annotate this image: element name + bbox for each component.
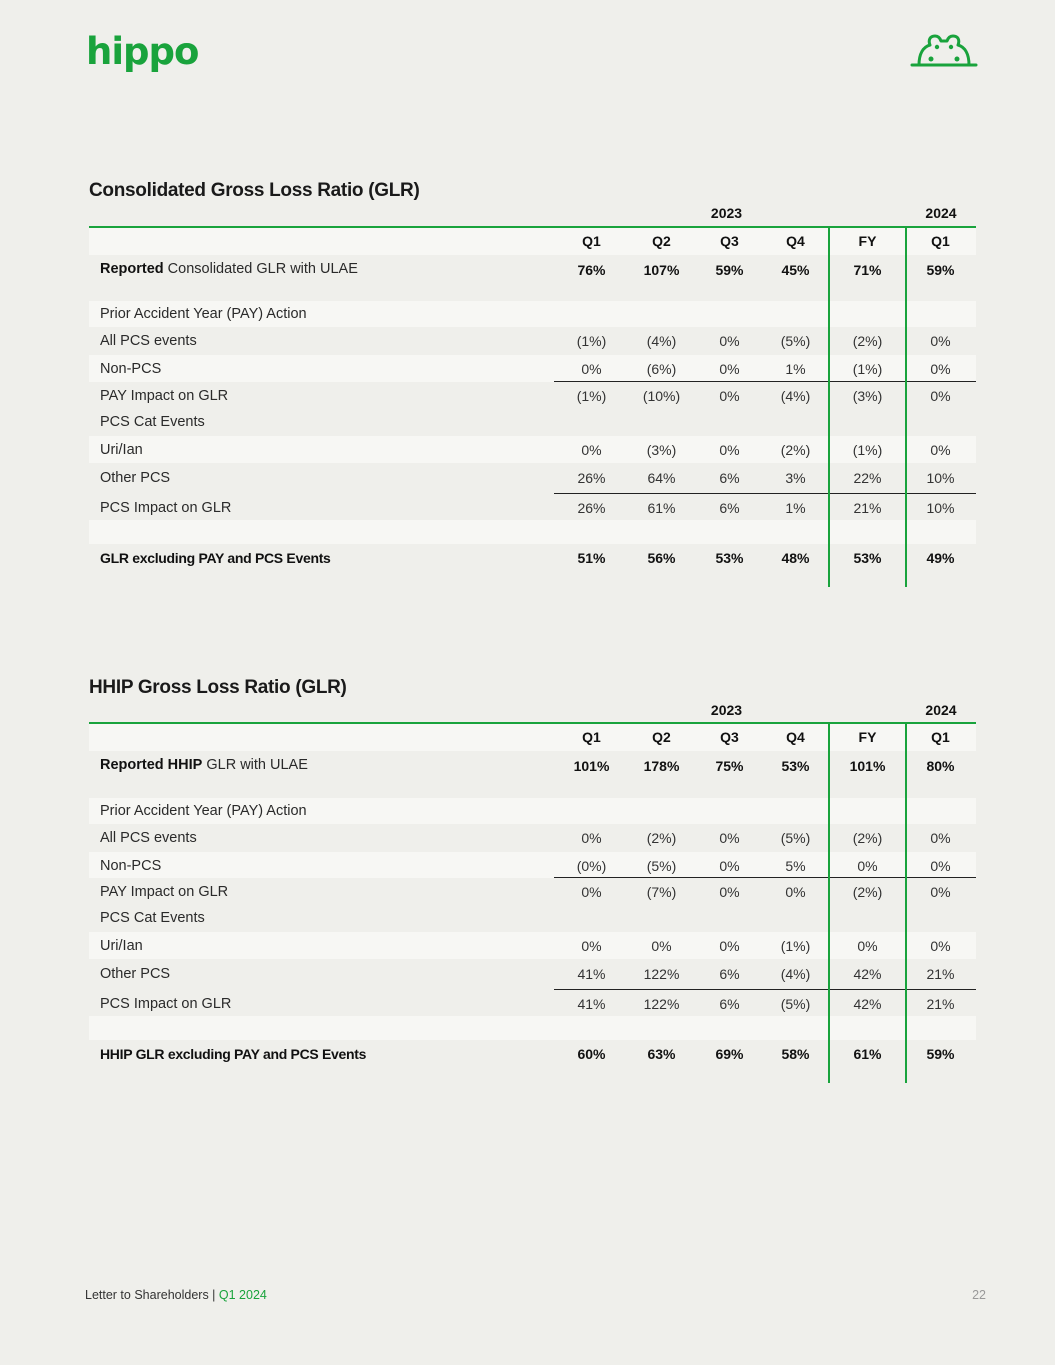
table-row-non-pcs xyxy=(89,852,976,878)
value-cell: 41% xyxy=(577,996,606,1012)
row-label: Other PCS xyxy=(100,966,171,982)
value-cell: 0% xyxy=(930,442,951,458)
fy-divider xyxy=(828,723,830,1083)
pcs-heading-row xyxy=(89,409,976,436)
value-cell: 51% xyxy=(577,550,606,566)
value-cell: 21% xyxy=(926,966,955,982)
year-2023-header: 2023 xyxy=(710,205,743,221)
value-cell: 22% xyxy=(853,470,882,486)
value-cell: 0% xyxy=(857,858,878,874)
row-label: All PCS events xyxy=(100,333,197,349)
table-row-pcs-impact xyxy=(89,494,976,520)
value-cell: 75% xyxy=(715,758,744,774)
value-cell: 122% xyxy=(643,966,680,982)
value-cell: 10% xyxy=(926,470,955,486)
value-cell: 101% xyxy=(849,758,886,774)
value-cell: 122% xyxy=(643,996,680,1012)
table-row-pcs-impact xyxy=(89,990,976,1016)
table-row-reported xyxy=(89,256,976,284)
fy-divider xyxy=(828,227,830,587)
value-cell: (5%) xyxy=(780,333,811,349)
value-cell: (2%) xyxy=(852,333,883,349)
value-cell: 107% xyxy=(643,262,680,278)
reported-label: GLR with ULAE xyxy=(202,757,308,773)
value-cell: 21% xyxy=(853,500,882,516)
value-cell: 3% xyxy=(785,470,806,486)
value-cell: (5%) xyxy=(780,996,811,1012)
table-row-excluding xyxy=(89,1040,976,1068)
value-cell: 0% xyxy=(651,938,672,954)
year-divider xyxy=(905,227,907,587)
value-cell: 6% xyxy=(719,470,740,486)
year-2024-header: 2024 xyxy=(925,702,957,718)
table-row-pay-impact xyxy=(89,382,976,409)
value-cell: (3%) xyxy=(646,442,677,458)
col-fy: FY xyxy=(858,729,877,745)
row-label: GLR excluding PAY and PCS Events xyxy=(100,550,331,566)
pcs-heading-row xyxy=(89,905,976,932)
value-cell: 71% xyxy=(853,262,882,278)
table-row-other-pcs xyxy=(89,464,976,492)
table-row-uri xyxy=(89,932,976,959)
row-label: All PCS events xyxy=(100,830,197,846)
value-cell: 6% xyxy=(719,966,740,982)
row-label: PCS Impact on GLR xyxy=(100,996,232,1012)
col-q4: Q4 xyxy=(786,729,805,745)
value-cell: 53% xyxy=(853,550,882,566)
table-row-all-pcs xyxy=(89,327,976,355)
col-2024-q1: Q1 xyxy=(931,729,950,745)
col-q1: Q1 xyxy=(582,233,601,249)
page-number: 22 xyxy=(972,1288,986,1302)
value-cell: (4%) xyxy=(780,388,811,404)
footer-period: Q1 2024 xyxy=(218,1288,267,1302)
value-cell: 0% xyxy=(930,858,951,874)
footer xyxy=(85,1288,267,1302)
value-cell: 61% xyxy=(647,500,676,516)
row-label: PCS Impact on GLR xyxy=(100,500,232,516)
value-cell: 60% xyxy=(577,1046,606,1062)
col-q2: Q2 xyxy=(652,233,671,249)
col-fy: FY xyxy=(858,233,877,249)
value-cell: 0% xyxy=(857,938,878,954)
consolidated-glr-table xyxy=(89,180,976,590)
value-cell: 0% xyxy=(719,442,740,458)
value-cell: 0% xyxy=(930,884,951,900)
reported-label-bold: Reported HHIP xyxy=(100,757,203,773)
header-row xyxy=(89,228,976,255)
value-cell: 53% xyxy=(715,550,744,566)
value-cell: (0%) xyxy=(576,858,607,874)
value-cell: 0% xyxy=(719,830,740,846)
footer-text: Letter to Shareholders | xyxy=(85,1288,219,1302)
table-row-non-pcs xyxy=(89,355,976,382)
value-cell: 59% xyxy=(926,1046,955,1062)
value-cell: 6% xyxy=(719,996,740,1012)
value-cell: 0% xyxy=(930,361,951,377)
value-cell: 0% xyxy=(719,884,740,900)
value-cell: 0% xyxy=(930,333,951,349)
year-2024-header: 2024 xyxy=(925,205,957,221)
value-cell: (2%) xyxy=(646,830,677,846)
spacer-row xyxy=(89,520,976,544)
value-cell: 0% xyxy=(785,884,806,900)
value-cell: (4%) xyxy=(780,966,811,982)
value-cell: 10% xyxy=(926,500,955,516)
value-cell: 58% xyxy=(781,1046,810,1062)
col-q1: Q1 xyxy=(582,729,601,745)
row-label: Other PCS xyxy=(100,470,171,486)
value-cell: 0% xyxy=(719,361,740,377)
value-cell: (2%) xyxy=(780,442,811,458)
value-cell: 0% xyxy=(930,388,951,404)
value-cell: 61% xyxy=(853,1046,882,1062)
value-cell: 5% xyxy=(785,858,806,874)
value-cell: (6%) xyxy=(646,361,677,377)
hippo-mascot-icon xyxy=(910,32,978,68)
value-cell: 0% xyxy=(581,442,602,458)
value-cell: 1% xyxy=(785,361,806,377)
value-cell: 178% xyxy=(643,758,680,774)
value-cell: 45% xyxy=(781,262,810,278)
value-cell: 0% xyxy=(581,361,602,377)
reported-label-bold: Reported xyxy=(100,261,164,277)
value-cell: 49% xyxy=(926,550,955,566)
value-cell: 69% xyxy=(715,1046,744,1062)
hippo-logo: hippo xyxy=(86,30,199,73)
value-cell: (2%) xyxy=(852,884,883,900)
spacer-row xyxy=(89,1016,976,1040)
year-2023-header: 2023 xyxy=(710,702,743,718)
pcs-heading: PCS Cat Events xyxy=(100,910,205,926)
row-label: Uri/Ian xyxy=(100,442,143,458)
col-2024-q1: Q1 xyxy=(931,233,950,249)
value-cell: 41% xyxy=(577,966,606,982)
value-cell: (1%) xyxy=(852,361,883,377)
value-cell: (1%) xyxy=(576,388,607,404)
col-q3: Q3 xyxy=(720,729,739,745)
value-cell: 101% xyxy=(573,758,610,774)
pay-heading-row xyxy=(89,798,976,824)
value-cell: 0% xyxy=(930,830,951,846)
value-cell: 56% xyxy=(647,550,676,566)
col-q2: Q2 xyxy=(652,729,671,745)
value-cell: 42% xyxy=(853,966,882,982)
row-label: Non-PCS xyxy=(100,858,162,874)
value-cell: 63% xyxy=(647,1046,676,1062)
value-cell: (7%) xyxy=(646,884,677,900)
value-cell: 76% xyxy=(577,262,606,278)
value-cell: (1%) xyxy=(576,333,607,349)
value-cell: 0% xyxy=(719,858,740,874)
pcs-heading: PCS Cat Events xyxy=(100,414,205,430)
value-cell: (1%) xyxy=(852,442,883,458)
pay-heading-row xyxy=(89,301,976,327)
row-label: Non-PCS xyxy=(100,361,162,377)
hhip-glr-table xyxy=(89,677,976,1087)
value-cell: 0% xyxy=(581,830,602,846)
header-row xyxy=(89,724,976,751)
value-cell: 6% xyxy=(719,500,740,516)
value-cell: 53% xyxy=(781,758,810,774)
value-cell: 1% xyxy=(785,500,806,516)
table-row-uri xyxy=(89,436,976,463)
pay-heading: Prior Accident Year (PAY) Action xyxy=(100,803,307,819)
table-row-excluding xyxy=(89,544,976,572)
value-cell: 59% xyxy=(926,262,955,278)
col-q3: Q3 xyxy=(720,233,739,249)
value-cell: 59% xyxy=(715,262,744,278)
row-label: Uri/Ian xyxy=(100,938,143,954)
value-cell: (2%) xyxy=(852,830,883,846)
value-cell: (5%) xyxy=(780,830,811,846)
col-q4: Q4 xyxy=(786,233,805,249)
value-cell: (4%) xyxy=(646,333,677,349)
value-cell: 0% xyxy=(581,884,602,900)
value-cell: (1%) xyxy=(780,938,811,954)
value-cell: 21% xyxy=(926,996,955,1012)
value-cell: 80% xyxy=(926,758,955,774)
table-title: HHIP Gross Loss Ratio (GLR) xyxy=(89,677,347,698)
value-cell: 48% xyxy=(781,550,810,566)
value-cell: (5%) xyxy=(646,858,677,874)
value-cell: 0% xyxy=(719,388,740,404)
pay-heading: Prior Accident Year (PAY) Action xyxy=(100,306,307,322)
value-cell: 0% xyxy=(719,333,740,349)
value-cell: (3%) xyxy=(852,388,883,404)
row-label: PAY Impact on GLR xyxy=(100,884,229,900)
year-divider xyxy=(905,723,907,1083)
value-cell: (10%) xyxy=(642,388,681,404)
value-cell: 26% xyxy=(577,500,606,516)
table-row-other-pcs xyxy=(89,960,976,988)
row-label: HHIP GLR excluding PAY and PCS Events xyxy=(100,1046,367,1062)
table-title: Consolidated Gross Loss Ratio (GLR) xyxy=(89,180,420,201)
reported-label: Consolidated GLR with ULAE xyxy=(163,261,358,277)
value-cell: 64% xyxy=(647,470,676,486)
table-row-pay-impact xyxy=(89,878,976,905)
table-row-reported xyxy=(89,752,976,780)
table-row-all-pcs xyxy=(89,824,976,852)
value-cell: 0% xyxy=(581,938,602,954)
row-label: PAY Impact on GLR xyxy=(100,388,229,404)
value-cell: 42% xyxy=(853,996,882,1012)
value-cell: 26% xyxy=(577,470,606,486)
value-cell: 0% xyxy=(930,938,951,954)
value-cell: 0% xyxy=(719,938,740,954)
